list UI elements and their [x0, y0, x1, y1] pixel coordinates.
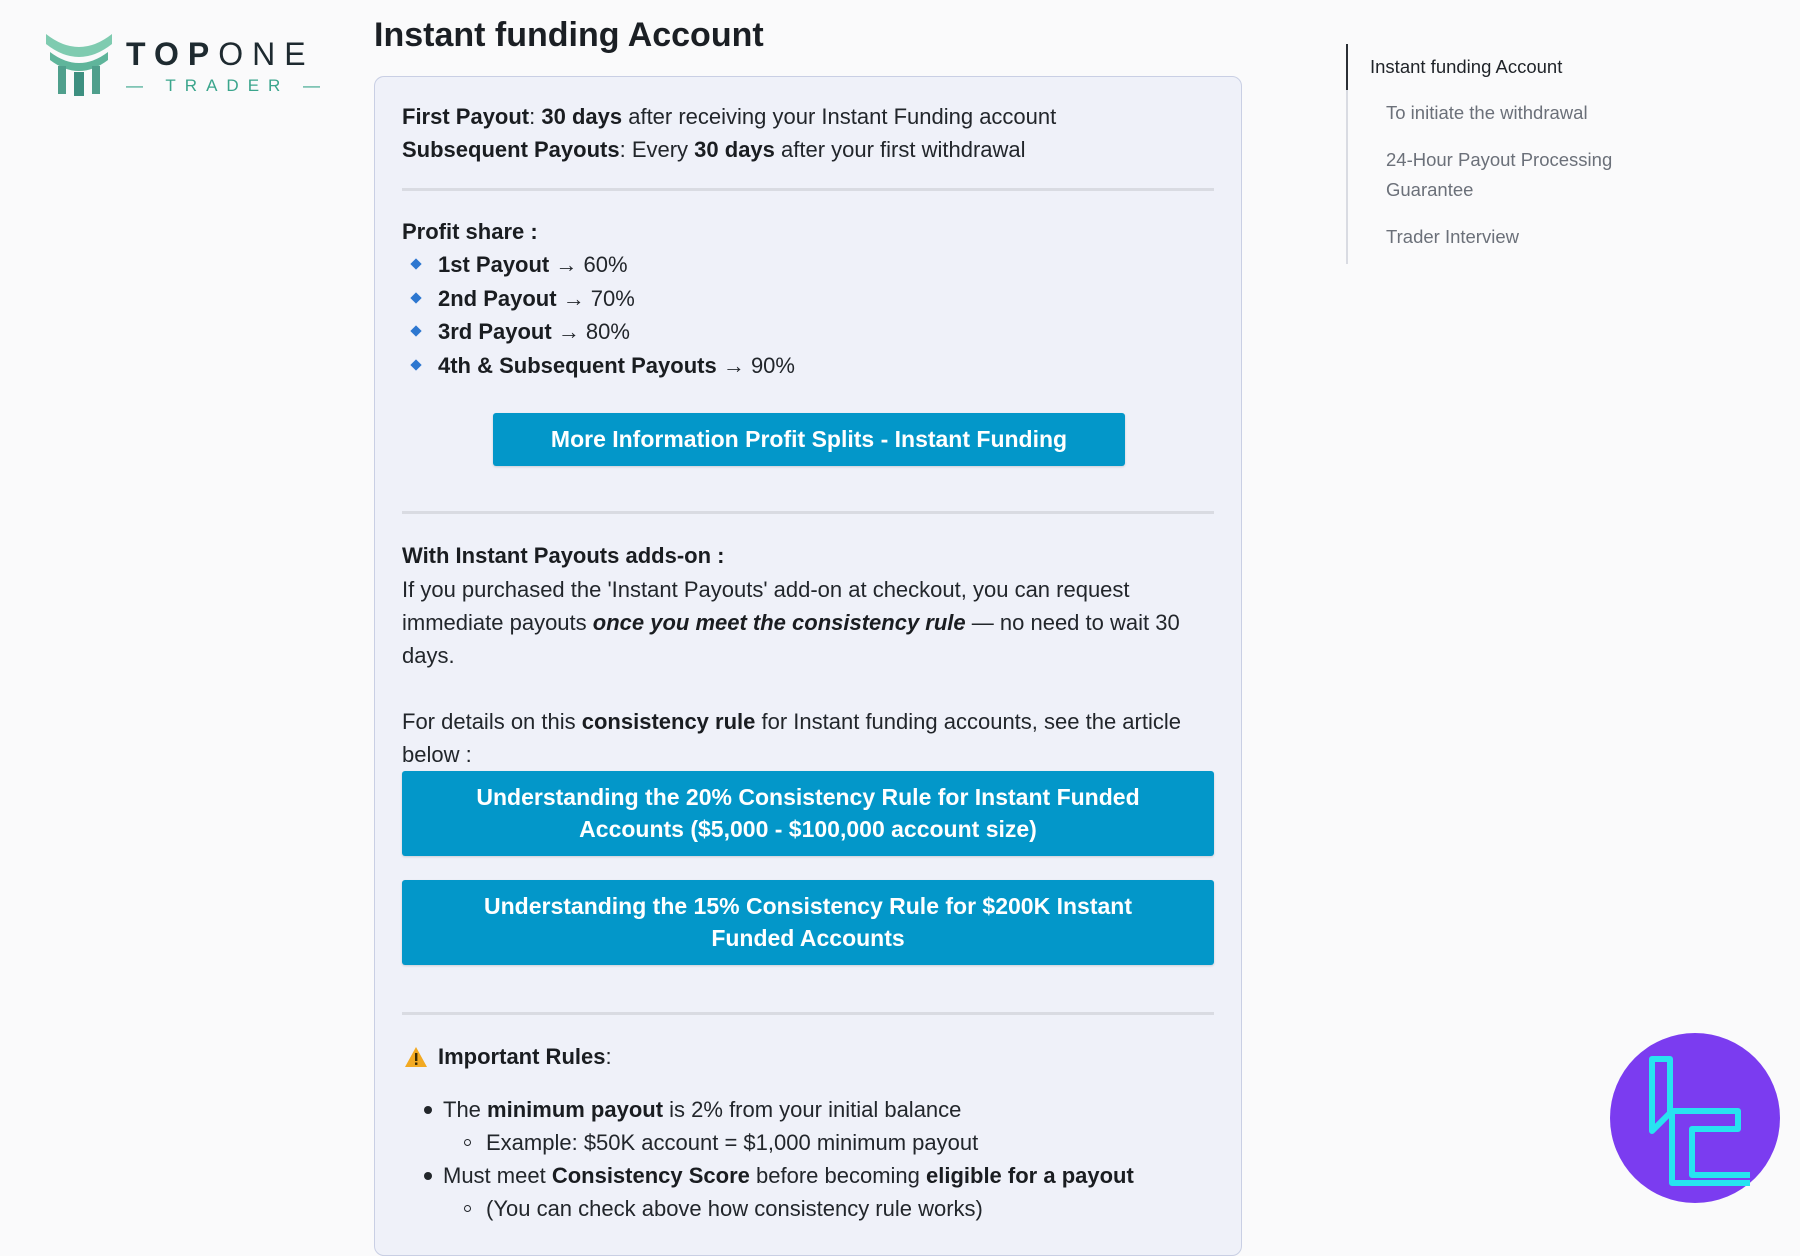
- list-item: [402, 1093, 1214, 1126]
- important-rules-colon: :: [605, 1044, 612, 1069]
- payout-tier-value: → 70%: [556, 285, 635, 311]
- list-item: [402, 349, 1214, 383]
- logo-subtitle: — TRADER —: [126, 76, 330, 95]
- list-item: [402, 315, 1214, 349]
- profit-share-heading: Profit share :: [402, 219, 538, 244]
- list-item: [402, 1192, 1214, 1225]
- divider: [402, 188, 1214, 191]
- table-of-contents: [1346, 44, 1668, 264]
- instant-payouts-emphasis: once you meet the consistency rule: [592, 610, 966, 635]
- brand-logo[interactable]: [44, 30, 330, 100]
- details-bold: consistency rule: [581, 709, 756, 734]
- diamond-bullet-icon: [410, 258, 421, 269]
- subsequent-payout-days: 30 days: [694, 137, 775, 162]
- bullet-icon: [424, 1106, 432, 1114]
- payout-tier-value: → 60%: [549, 252, 628, 277]
- list-item: [402, 1126, 1214, 1159]
- payout-tier-value: → 90%: [716, 352, 795, 378]
- logo-wordmark-bold: TOP: [126, 36, 219, 72]
- page-title: Instant funding Account: [374, 16, 764, 54]
- payout-tier-label: 4th & Subsequent Payouts: [438, 352, 717, 378]
- diamond-bullet-icon: [410, 292, 421, 303]
- brand-badge-icon: [1610, 1033, 1780, 1203]
- brand-badge: [1610, 1033, 1780, 1203]
- toc-item-payout-guarantee[interactable]: 24-Hour Payout Processing Guarantee: [1386, 149, 1613, 200]
- warning-icon: [404, 1046, 428, 1068]
- payout-tier-label: 1st Payout: [438, 252, 550, 277]
- profit-splits-info-button[interactable]: More Information Profit Splits - Instant Funding: [493, 413, 1125, 466]
- circle-bullet-icon: [464, 1205, 471, 1212]
- rule-text: The: [443, 1097, 488, 1122]
- profit-share-section: [402, 215, 1214, 382]
- rule-bold: minimum payout: [487, 1097, 664, 1122]
- subsequent-payout-text: after your first withdrawal: [774, 137, 1026, 162]
- divider: [402, 1012, 1214, 1015]
- payout-schedule: [402, 100, 1214, 166]
- first-payout-line: First Payout: 30 days after receiving your Instant Funding account: [402, 104, 1057, 129]
- logo-wordmark-thin: ONE: [218, 36, 315, 72]
- list-item: [402, 248, 1214, 282]
- instant-payouts-text-pre: If you purchased the 'Instant Payouts' add-on at checkout, you can request immediate payouts: [402, 577, 1130, 635]
- bullet-icon: [424, 1172, 432, 1180]
- toc-active-indicator: [1346, 44, 1349, 90]
- toc-item-trader-interview[interactable]: Trader Interview: [1386, 226, 1519, 247]
- important-rules-header: [402, 1040, 1214, 1073]
- rule-subtext: Example: $50K account = $1,000 minimum payout: [486, 1130, 979, 1155]
- details-pre: For details on this: [402, 709, 582, 734]
- payout-tier-label: 2nd Payout: [438, 285, 557, 311]
- subsequent-payout-pre: : Every: [619, 137, 695, 162]
- details-post: for Instant funding accounts, see the article below :: [402, 709, 1181, 767]
- first-payout-text: after receiving your Instant Funding account: [622, 104, 1057, 129]
- content-card: [374, 76, 1242, 1256]
- diamond-bullet-icon: [410, 359, 421, 370]
- toc-item-instant-funding-account[interactable]: Instant funding Account: [1370, 56, 1563, 77]
- list-item: [402, 282, 1214, 316]
- instant-payouts-text: [402, 573, 1214, 672]
- consistency-rule-20-button[interactable]: Understanding the 20% Consistency Rule for Instant Funded Accounts ($5,000 - $100,000 account size): [402, 771, 1214, 856]
- rule-bold: eligible for a payout: [926, 1163, 1134, 1188]
- circle-bullet-icon: [464, 1139, 471, 1146]
- diamond-bullet-icon: [410, 325, 421, 336]
- instant-payouts-text-post: — no need to wait 30 days.: [402, 610, 1180, 668]
- payout-tier-label: 3rd Payout: [438, 319, 552, 344]
- rule-text: Must meet: [443, 1163, 552, 1188]
- rule-subtext: (You can check above how consistency rule works): [486, 1196, 983, 1221]
- rule-text: before becoming: [749, 1163, 926, 1188]
- divider: [402, 511, 1214, 514]
- important-rules-heading: Important Rules: [438, 1044, 606, 1069]
- first-payout-days: 30 days: [541, 104, 623, 129]
- important-rules-list: [402, 1093, 1214, 1225]
- payout-tier-value: → 80%: [551, 319, 630, 344]
- subsequent-payout-line: [402, 133, 1214, 166]
- rule-bold: Consistency Score: [551, 1163, 750, 1188]
- consistency-details-text: [402, 705, 1214, 771]
- rule-text: is 2% from your initial balance: [663, 1097, 962, 1122]
- first-payout-label: First Payout: [402, 104, 530, 129]
- logo-wordmark: [126, 36, 315, 73]
- consistency-rule-15-button[interactable]: Understanding the 15% Consistency Rule for $200K Instant Funded Accounts: [402, 880, 1214, 965]
- instant-payouts-heading: With Instant Payouts adds-on :: [402, 543, 725, 568]
- instant-payouts-section: [402, 539, 1214, 771]
- important-rules-section: [402, 1040, 1214, 1225]
- topone-logo-icon: [44, 30, 114, 98]
- toc-item-initiate-withdrawal[interactable]: To initiate the withdrawal: [1386, 102, 1588, 123]
- subsequent-payout-label: Subsequent Payouts: [402, 137, 620, 162]
- list-item: [402, 1159, 1214, 1192]
- profit-share-list: [402, 248, 1214, 382]
